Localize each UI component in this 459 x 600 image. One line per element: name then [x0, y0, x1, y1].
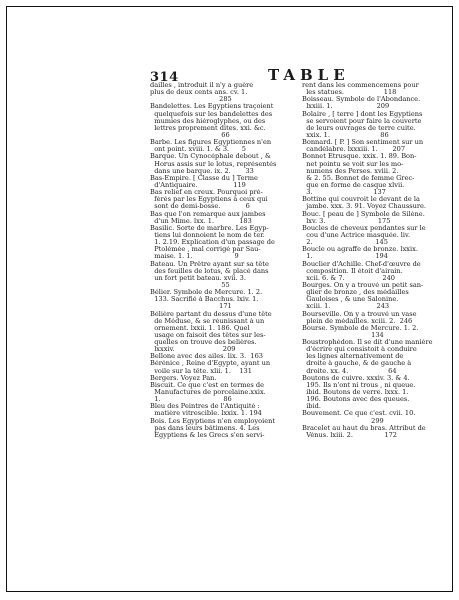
index-line: xcii. 6. & 7. 240 [302, 274, 395, 282]
index-line: Bateau. Un Prêtre ayant sur sa tête [150, 260, 269, 268]
index-line: Egyptiens & les Grecs s'en servi- [150, 431, 265, 439]
index-line: Bergers. Voyez Pan. [150, 374, 217, 382]
index-line: Manufactures de porcelaine.xxix. [150, 389, 266, 397]
index-line: 195. Ils n'ont ni trous , ni queue. [302, 381, 416, 389]
index-line: Bonnard. [ P. ] Son sentiment sur un [302, 139, 424, 147]
index-line: lettres proprement dites. xxi. &c. [150, 124, 266, 132]
index-line: 55 [150, 281, 230, 289]
index-line: ont point. xviii. 1. & 3. 5 [150, 146, 246, 154]
index-line: plein de médailles. xciii. 2. 246 [302, 317, 413, 325]
index-line: composition. Il étoit d'airain. [302, 267, 403, 275]
index-line: les statues. 118 [302, 89, 397, 97]
index-column-right [302, 82, 442, 439]
index-line: xxix. 1. 86 [302, 131, 389, 139]
index-line: Boustrophédon. Il se dit d'une manière [302, 339, 433, 347]
index-line: quelquefois sur les bandelettes des [150, 110, 273, 118]
index-line: Bouc. [ peau de ] Symbole de Silène. [302, 210, 425, 218]
index-line: Bonnet Etrusque. xxix. 1. 89. Bon- [302, 153, 417, 161]
page-title: TABLE [268, 66, 350, 84]
index-line: Boucles de cheveux pendantes sur le [302, 224, 426, 232]
index-line: glier de bronze , des médailles [302, 289, 409, 297]
index-line: Bourseville. On y a trouvé un vase [302, 310, 417, 318]
index-line: Barbe. Les figures Egyptiennes n'en [150, 139, 272, 147]
index-line: Bas que l'on remarque aux jambes [150, 210, 266, 218]
index-line: matière vitrescible. lxxix. 1. 194 [150, 410, 262, 418]
index-line: candélabre. lxxxiii. 1. 207 [302, 146, 406, 154]
index-line: rent dans les commencemens pour [302, 82, 419, 89]
index-line: Ptolémée , mal corrigé par Sau- [150, 246, 261, 254]
index-line: Boutons de cuivre. xxxiv. 3. & 4. [302, 374, 410, 382]
index-line: ornement. lxxii. 1. 186. Quel [150, 324, 250, 332]
index-line: Bourges. On y a trouvé un petit san- [302, 281, 424, 289]
index-line: droite à gauche, & de gauche à [302, 360, 412, 368]
index-line: d'Antiquaire. 119 [150, 181, 246, 189]
index-line: Bas relief en creux. Pourquoi pré- [150, 189, 263, 197]
page-number: 314 [150, 70, 179, 85]
index-line: lxv. 3. 175 [302, 217, 391, 225]
index-line: ibid. [302, 403, 321, 411]
index-line: Bandelettes. Les Egyptiens traçoient [150, 103, 274, 111]
index-line: Barque. Un Cynocéphale debout , & [150, 153, 271, 161]
index-line: Bouclier d'Achille. Chef-d'œuvre de [302, 260, 421, 268]
index-line: Horus assis sur le lotus, représentés [150, 160, 277, 168]
index-line: les lignes alternativement de [302, 353, 404, 361]
index-line: 1. 2.19. Explication d'un passage de [150, 239, 275, 247]
index-line: que en forme de casque xlvii. [302, 181, 405, 189]
index-line: lxxiii. 1. 209 [302, 103, 390, 111]
index-line: maise. 1. 1. 9 [150, 253, 239, 261]
index-line: Bourse. Symbole de Mercure. 1. 2. [302, 324, 419, 332]
index-line: plus de deux cents ans. cv. 1. [150, 89, 248, 97]
index-line: pas dans leurs bâtimens. 4. Les [150, 424, 260, 432]
index-line: droite. xx. 4. 64 [302, 367, 397, 375]
index-line: 66 [150, 131, 230, 139]
index-line: net pointu se voit sur les mo- [302, 160, 404, 168]
index-line: Biscuit. Ce que c'est en termes de [150, 381, 264, 389]
index-line: 171 [150, 303, 232, 311]
index-line: Bolaire , [ terre ] dont les Egyptiens [302, 110, 423, 118]
index-line: mumies des hiéroglyphes, ou des [150, 117, 266, 125]
index-line: xciii. 1. 243 [302, 303, 390, 311]
index-line: 196. Boutons avec des queues. [302, 396, 410, 404]
index-column-left [150, 82, 292, 439]
index-line: ibid. Boutons de verre. lxxx. 1. [302, 389, 409, 397]
index-line: de Méduse, & se réunissant à un [150, 317, 265, 325]
index-line: Vénus. lxiii. 2. 172 [302, 431, 397, 439]
index-line: cou d'une Actrice masquée. liv. [302, 231, 411, 239]
index-line: Bois. Les Egyptiens n'en employoient [150, 417, 275, 425]
index-line: de leurs ouvrages de terre cuite. [302, 124, 416, 132]
index-line: sont de demi-bosse. 6 [150, 203, 250, 211]
index-line: 285 [150, 96, 232, 104]
index-line: Bas-Empire. [ Classe du ] Terme [150, 174, 258, 182]
index-line: voile sur la tête. xlii. 1. 131 [150, 367, 252, 375]
index-line: Basilic. Sorte de marbre. Les Egyp- [150, 224, 269, 232]
index-line: se servoient pour faire la couverte [302, 117, 422, 125]
index-line: dailles , introduit il n'y a guère [150, 82, 254, 89]
index-line: 3. 137 [302, 189, 386, 197]
index-line: 1. 86 [150, 396, 232, 404]
index-line: dans une barque. ix. 2. 33 [150, 167, 254, 175]
index-line: numens des Perses. xviii. 2. [302, 167, 399, 175]
index-line: lxxxiv. 209 [150, 346, 236, 354]
index-line: 133. Sacrifié à Bacchus. lxiv. 1. [150, 296, 259, 304]
index-line: d'un Mime. lxx. 1. 183 [150, 217, 252, 225]
index-line: quelles on trouve des belières. [150, 339, 257, 347]
index-line: Bellone avec des ailes. lix. 3. 163 [150, 353, 263, 361]
index-line: Bérénice , Reine d'Egypte, ayant un [150, 360, 271, 368]
index-line: 134 [302, 331, 384, 339]
index-line: tiens lui donnoient le nom de ter. [150, 231, 265, 239]
index-line: d'écrire qui consistoit à conduire [302, 346, 417, 354]
index-line: Bouvement. Ce que c'est. cvii. 10. [302, 410, 416, 418]
index-line: Boucle ou agraffe de bronze. lxxix. [302, 246, 418, 254]
index-line: jambe. xxx. 3. 91. Voyez Chaussure. [302, 203, 427, 211]
index-line: un fort petit bateau. xvii. 3. [150, 274, 246, 282]
index-line: Bleu des Peintres de l'Antiquité : [150, 403, 260, 411]
index-line: Gauloises , & une Salonine. [302, 296, 399, 304]
index-line: Bracelet au haut du bras. Attribut de [302, 424, 426, 432]
index-line: férés par les Egyptiens à ceux qui [150, 196, 268, 204]
index-line: Bélier. Symbole de Mercure. 1. 2. [150, 289, 263, 297]
index-line: Bélière partant du dessus d'une tête [150, 310, 272, 318]
index-line: 1. 194 [302, 253, 388, 261]
index-line: 2. 145 [302, 239, 388, 247]
index-line: usage on faisoit des têtes sur les- [150, 331, 266, 339]
index-line: 299 [302, 417, 384, 425]
index-line: & 2. 55. Bonnet de femme Grec- [302, 174, 415, 182]
index-line: Boisseau. Symbole de l'Abondance. [302, 96, 421, 104]
index-line: Bottine qui couvroit le devant de la [302, 196, 420, 204]
index-line: des feuilles de lotus, & placé dans [150, 267, 269, 275]
